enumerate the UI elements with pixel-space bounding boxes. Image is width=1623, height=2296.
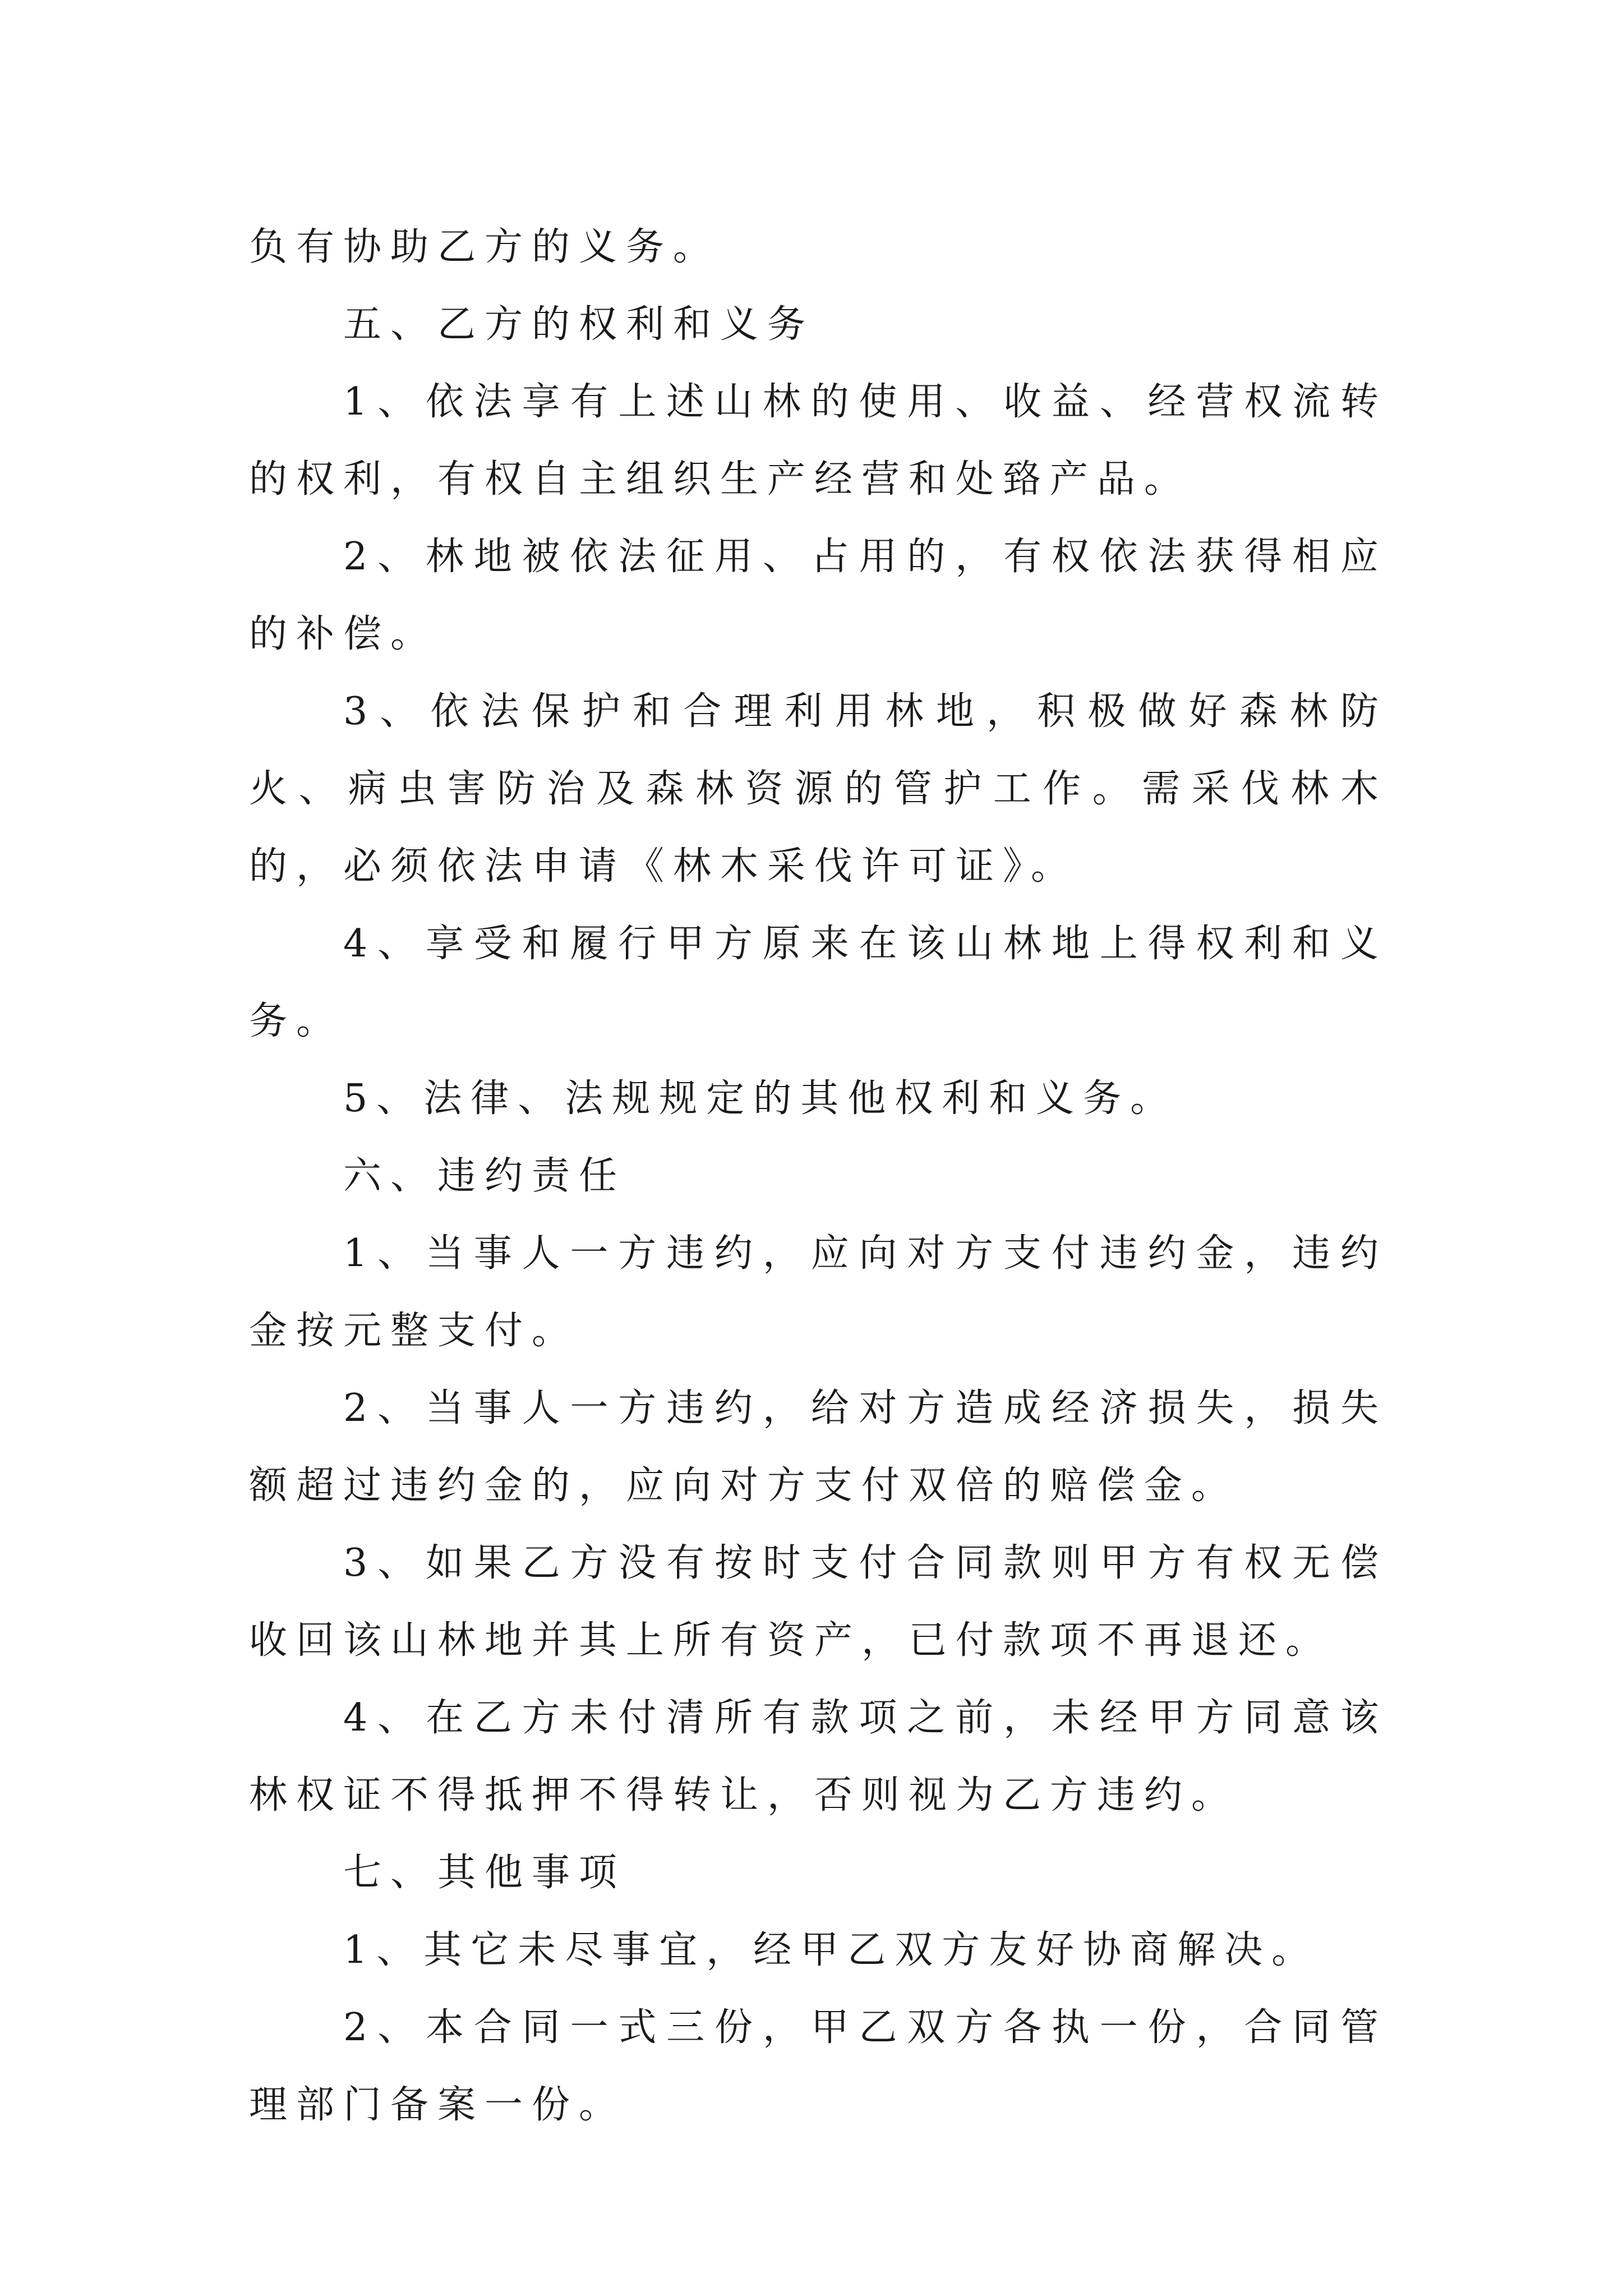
clause-b-5: 5、法律、法规规定的其他权利和义务。 [343, 1076, 1178, 1121]
clause-b-1: 1、依法享有上述山林的使用、收益、经营权流转的权利，有权自主组织生产经营和处臵产品。 [249, 380, 1387, 501]
section-heading-party-b-rights: 五、乙方的权利和义务 [343, 302, 815, 347]
clause-liability-1: 1、当事人一方违约，应向对方支付违约金，违约金按元整支付。 [249, 1231, 1387, 1353]
clause-other-1: 1、其它未尽事宜，经甲乙双方友好协商解决。 [343, 1928, 1319, 1972]
clause-b-2: 2、林地被依法征用、占用的，有权依法获得相应的补偿。 [249, 535, 1387, 656]
paragraph-continuation: 负有协助乙方的义务。 [249, 225, 721, 269]
document-body [249, 209, 1387, 2144]
clause-liability-4: 4、在乙方未付清所有款项之前，未经甲方同意该林权证不得抵押不得转让，否则视为乙方违约。 [249, 1696, 1387, 1818]
clause-liability-2: 2、当事人一方违约，给对方造成经济损失，损失额超过违约金的，应向对方支付双倍的赔偿金。 [249, 1386, 1387, 1508]
clause-other-2: 2、本合同一式三份，甲乙双方各执一份，合同管理部门备案一份。 [249, 2005, 1387, 2127]
section-heading-other-matters: 七、其他事项 [343, 1851, 626, 1895]
clause-b-4: 4、享受和履行甲方原来在该山林地上得权利和义务。 [249, 922, 1387, 1043]
clause-b-3: 3、依法保护和合理利用林地，积极做好森林防火、病虫害防治及森林资源的管护工作。需采伐林木的，必须依法申请《林木采伐许可证》。 [249, 689, 1387, 889]
section-heading-liability: 六、违约责任 [343, 1154, 626, 1198]
clause-liability-3: 3、如果乙方没有按时支付合同款则甲方有权无偿收回该山林地并其上所有资产，已付款项不再退还。 [249, 1541, 1387, 1663]
